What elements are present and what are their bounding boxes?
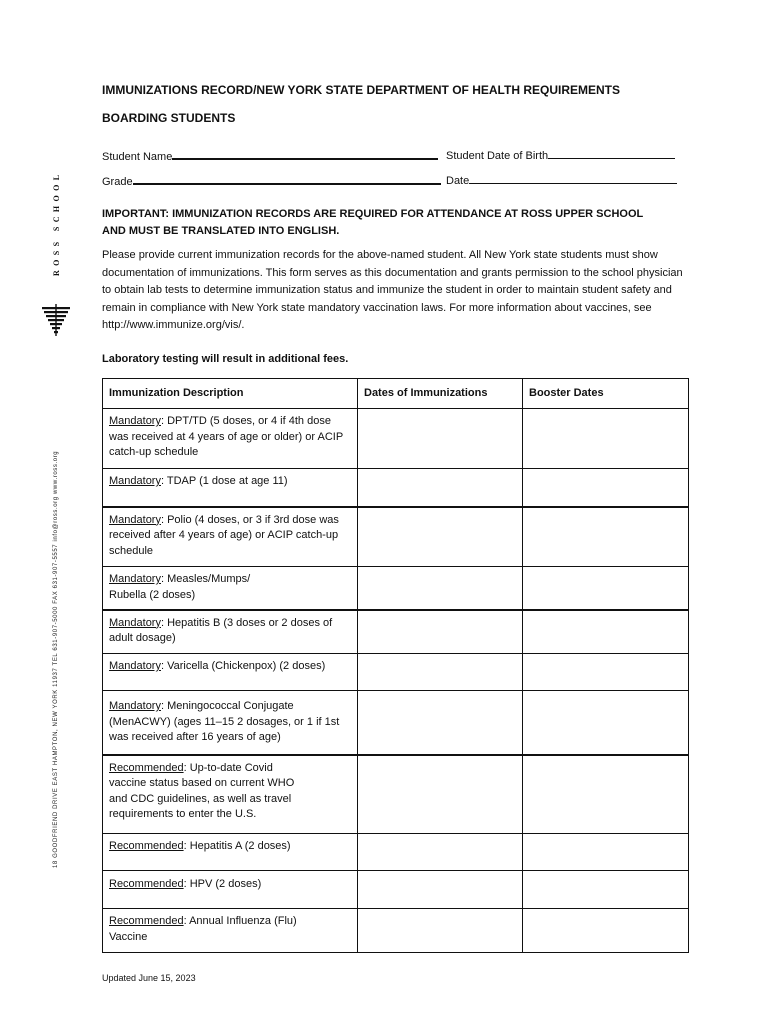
lab-fees-note: Laboratory testing will result in additional fees. [102, 353, 349, 365]
row-text: : TDAP (1 dose at age 11) [160, 475, 288, 487]
student-dob-label: Student Date of Birth [446, 150, 549, 162]
col-header-dates: Dates of Immunizations [358, 379, 523, 409]
dates-cell[interactable] [358, 871, 523, 909]
row-description [103, 409, 358, 469]
dates-cell[interactable] [358, 909, 523, 953]
row-description [103, 654, 358, 691]
important-notice: IMPORTANT: IMMUNIZATION RECORDS ARE REQUIRED FOR ATTENDANCE AT ROSS UPPER SCHOOL AND MUST BE TRANSLATED INTO ENGLISH. [102, 208, 644, 237]
table-row [103, 409, 689, 469]
school-brand-vertical: ROSS SCHOOL [52, 170, 61, 276]
row-tag: Recommended [109, 915, 184, 927]
row-text: : Varicella (Chickenpox) (2 doses) [160, 660, 326, 672]
dates-cell[interactable] [358, 691, 523, 755]
row-tag: Recommended [109, 840, 184, 852]
row-description [103, 871, 358, 909]
dates-cell[interactable] [358, 507, 523, 567]
date-label: Date [446, 175, 470, 187]
row-tag: Mandatory [109, 513, 161, 526]
table-row [103, 834, 689, 871]
col-header-description: Immunization Description [103, 379, 358, 409]
row-description [103, 691, 358, 755]
row-description [103, 567, 358, 610]
table-row [103, 610, 689, 654]
row-description [103, 755, 358, 834]
dates-cell[interactable] [358, 469, 523, 507]
table-row [103, 691, 689, 755]
booster-cell[interactable] [523, 909, 689, 953]
row-description [103, 834, 358, 871]
dates-cell[interactable] [358, 654, 523, 691]
date-field[interactable] [469, 172, 677, 184]
school-contact-vertical: 18 GOODFRIEND DRIVE EAST HAMPTON, NEW YORK 11937 TEL 631-907-5000 FAX 631-907-5557 info@ross.org www.ross.org [53, 450, 59, 868]
grade-label: Grade [102, 176, 133, 188]
row-description [103, 507, 358, 567]
table-row [103, 469, 689, 507]
immunization-table [102, 378, 689, 953]
student-name-label: Student Name [102, 151, 173, 163]
instructions-paragraph: Please provide current immunization records for the above-named student. All New York state students must show documentation of immunizations. This form serves as this documentation and grants permission to the school physician to obtain lab tests to determine immunization status and immunize the student in order to maintain student safety and remain in compliance with New York state mandatory vaccination laws. For more information about vaccines, see http://www.immunize.org/vis/. [102, 249, 683, 332]
booster-cell[interactable] [523, 610, 689, 654]
dates-cell[interactable] [358, 755, 523, 834]
row-description [103, 610, 358, 654]
row-text: : Measles/Mumps/ Rubella (2 doses) [109, 573, 251, 601]
row-description [103, 909, 358, 953]
row-text: : Hepatitis B (3 doses or 2 doses of adult dosage) [109, 616, 333, 645]
row-text: : HPV (2 doses) [183, 878, 262, 890]
table-row [103, 567, 689, 610]
updated-date: Updated June 15, 2023 [102, 973, 196, 983]
booster-cell[interactable] [523, 755, 689, 834]
grade-row [102, 172, 441, 188]
row-text: : Hepatitis A (2 doses) [183, 840, 291, 852]
dates-cell[interactable] [358, 567, 523, 610]
form-subtitle: BOARDING STUDENTS [102, 111, 236, 125]
row-tag: Recommended [109, 878, 184, 890]
table-header-row [103, 379, 689, 409]
form-title: IMMUNIZATIONS RECORD/NEW YORK STATE DEPARTMENT OF HEALTH REQUIREMENTS [102, 83, 620, 97]
dates-cell[interactable] [358, 409, 523, 469]
booster-cell[interactable] [523, 691, 689, 755]
student-name-field[interactable] [172, 147, 438, 160]
student-dob-row [446, 147, 675, 162]
row-text: : Meningococcal Conjugate (MenACWY) (ages 11–15 2 dosages, or 1 if 1st was received after 16 years of age) [109, 700, 340, 744]
booster-cell[interactable] [523, 871, 689, 909]
dates-cell[interactable] [358, 610, 523, 654]
row-text: : Annual Influenza (Flu) Vaccine [109, 915, 297, 943]
row-tag: Mandatory [109, 475, 161, 487]
row-text: : Polio (4 doses, or 3 if 3rd dose was received after 4 years of age) or ACIP catch-up schedule [109, 513, 339, 557]
table-row [103, 871, 689, 909]
row-tag: Recommended [109, 761, 184, 774]
booster-cell[interactable] [523, 507, 689, 567]
dates-cell[interactable] [358, 834, 523, 871]
booster-cell[interactable] [523, 409, 689, 469]
row-tag: Mandatory [109, 616, 161, 629]
student-name-row [102, 147, 438, 163]
student-dob-field[interactable] [548, 147, 675, 159]
col-header-booster: Booster Dates [523, 379, 689, 409]
table-row [103, 909, 689, 953]
grade-field[interactable] [133, 172, 441, 185]
date-row [446, 172, 677, 187]
table-row [103, 654, 689, 691]
ross-logo-icon [41, 304, 71, 338]
row-tag: Mandatory [109, 415, 161, 427]
booster-cell[interactable] [523, 567, 689, 610]
row-text: : Up-to-date Covid vaccine status based on current WHO and CDC guidelines, as well as travel requirements to enter the U.S. [109, 761, 295, 821]
table-row [103, 755, 689, 834]
row-text: : DPT/TD (5 doses, or 4 if 4th dose was received at 4 years of age or older) or ACIP catch-up schedule [109, 415, 343, 459]
row-tag: Mandatory [109, 573, 161, 585]
row-description [103, 469, 358, 507]
booster-cell[interactable] [523, 834, 689, 871]
table-row [103, 507, 689, 567]
row-tag: Mandatory [109, 660, 161, 672]
booster-cell[interactable] [523, 654, 689, 691]
booster-cell[interactable] [523, 469, 689, 507]
row-tag: Mandatory [109, 700, 161, 712]
